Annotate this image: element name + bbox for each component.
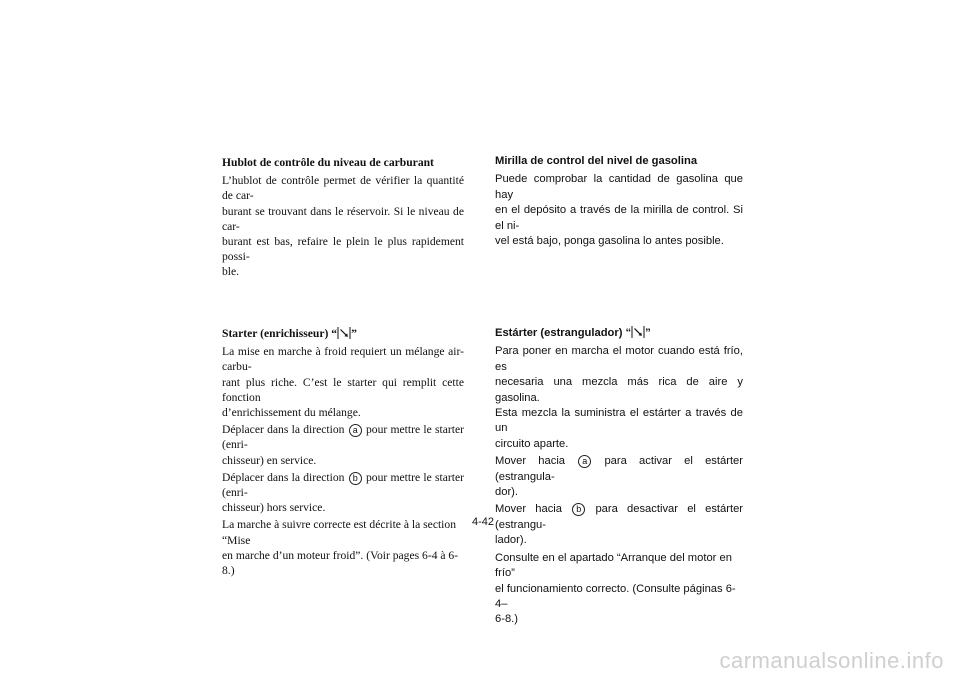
text-segment: para activar el estárter (estrangula-: [495, 455, 744, 483]
text-line: vel está bajo, ponga gasolina lo antes posible.: [495, 235, 724, 248]
fr-starter-section: [222, 326, 464, 580]
heading-text: ”: [645, 327, 651, 339]
text-line: burant se trouvant dans le réservoir. Si le niveau de car-: [222, 204, 464, 233]
es-starter-heading: [495, 326, 743, 341]
text-line: chisseur) hors service.: [222, 501, 326, 515]
text-line: La mise en marche à froid requiert un mélange air-carbu-: [222, 345, 464, 374]
text-line: ble.: [222, 265, 240, 279]
es-fuel-paragraph: [495, 172, 743, 249]
text-line: dor).: [495, 486, 519, 499]
heading-text: Starter (enrichisseur) “: [222, 327, 338, 340]
choke-symbol-icon: [631, 326, 645, 338]
text-segment: Déplacer dans la direction: [222, 423, 345, 437]
text-line: circuito aparte.: [495, 437, 569, 450]
text-line: chisseur) en service.: [222, 453, 317, 467]
direction-a-marker: a: [578, 455, 591, 468]
fr-fuel-section: [222, 155, 464, 282]
text-line: L’hublot de contrôle permet de vérifier la quantité de car-: [222, 174, 464, 203]
heading-text: Estárter (estrangulador) “: [495, 327, 632, 339]
fr-fuel-paragraph: [222, 173, 464, 279]
watermark: carmanualsonline.info: [719, 648, 944, 673]
text-line: Consulte en el apartado “Arranque del motor en frío”: [495, 551, 732, 580]
text-segment: Déplacer dans la direction: [222, 470, 345, 484]
fr-fuel-heading: Hublot de contrôle du niveau de carburant: [222, 156, 434, 169]
text-segment: Mover hacia: [495, 455, 566, 468]
direction-a-marker: a: [349, 424, 362, 437]
text-line: 6-8.): [495, 613, 519, 626]
es-starter-paragraph-4: [495, 551, 743, 628]
direction-b-marker: b: [572, 503, 585, 516]
fr-starter-paragraph-1: [222, 344, 464, 420]
text-segment: Mover hacia: [495, 503, 563, 516]
fr-starter-heading: [222, 326, 464, 341]
text-line: rant plus riche. C’est le starter qui remplit cette fonction: [222, 375, 464, 404]
direction-b-marker: b: [349, 472, 362, 485]
text-line: Puede comprobar la cantidad de gasolina que hay: [495, 173, 743, 201]
fr-starter-paragraph-4: [222, 517, 464, 578]
text-segment: pour mettre le starter (enri-: [222, 423, 464, 452]
text-line: lador).: [495, 534, 527, 547]
es-fuel-section: [495, 154, 743, 251]
text-line: d’enrichissement du mélange.: [222, 406, 361, 420]
es-starter-section: [495, 326, 743, 630]
text-line: Para poner en marcha el motor cuando está frío, es: [495, 345, 743, 373]
heading-text: ”: [351, 327, 357, 340]
page-number: 4-42: [472, 516, 495, 528]
text-line: Esta mezcla la suministra el estárter a través de un: [495, 407, 743, 435]
text-line: burant est bas, refaire le plein le plus rapidement possi-: [222, 235, 464, 264]
text-line: en marche d’un moteur froid”. (Voir pages 6-4 à 6-8.): [222, 548, 459, 578]
text-line: necesaria una mezcla más rica de aire y gasolina.: [495, 376, 743, 404]
es-starter-paragraph-2: [495, 454, 743, 500]
fr-starter-paragraph-3: [222, 470, 464, 516]
text-segment: para desactivar el estárter (estrangu-: [495, 503, 744, 531]
es-fuel-heading: Mirilla de control del nivel de gasolina: [495, 155, 698, 167]
text-line: La marche à suivre correcte est décrite à la section “Mise: [222, 518, 456, 547]
text-line: el funcionamiento correcto. (Consulte páginas 6-4–: [495, 582, 736, 610]
es-starter-paragraph-1: [495, 344, 743, 452]
choke-symbol-icon: [337, 327, 351, 339]
es-starter-paragraph-3: [495, 502, 743, 548]
fr-starter-paragraph-2: [222, 422, 464, 468]
text-segment: pour mettre le starter (enri-: [222, 470, 464, 500]
text-line: en el depósito a través de la mirilla de control. Si el ni-: [495, 204, 743, 232]
